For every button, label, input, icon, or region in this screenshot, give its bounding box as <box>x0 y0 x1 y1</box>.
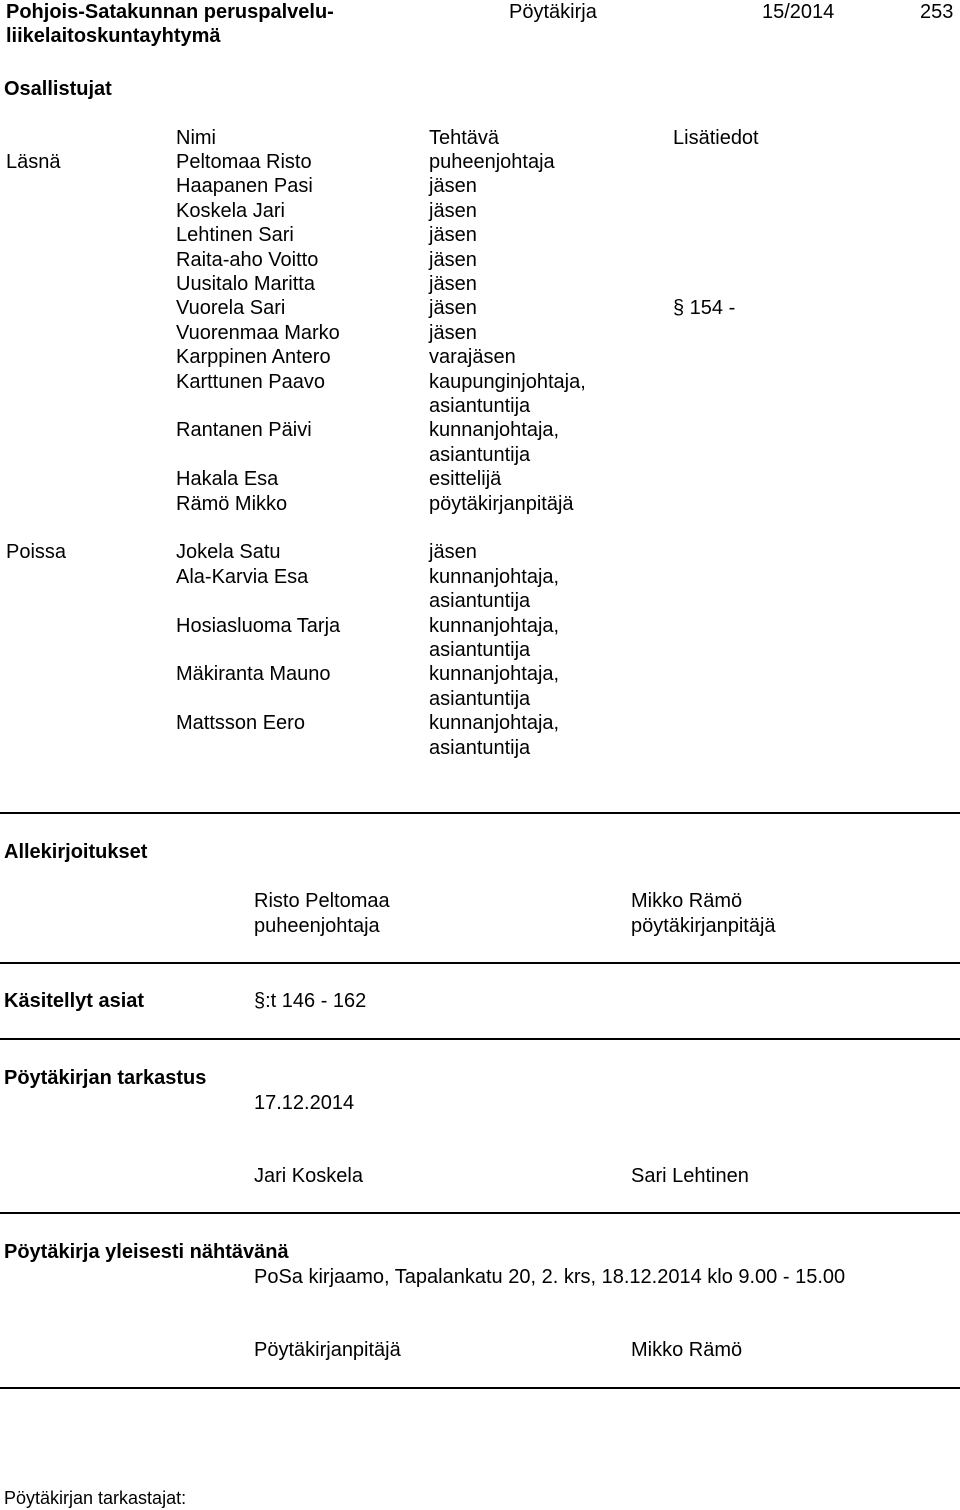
participant-name: Rämö Mikko <box>176 492 288 515</box>
section-divider <box>0 1387 960 1389</box>
organization-name-line1: Pohjois-Satakunnan peruspalvelu- <box>6 1 334 23</box>
participant-role: kunnanjohtaja, <box>429 419 560 442</box>
participant-role: jäsen <box>429 297 477 320</box>
participant-name: Raita-aho Voitto <box>176 248 319 271</box>
participant-row <box>0 589 960 613</box>
items-heading: Käsitellyt asiat <box>4 990 145 1012</box>
participant-name: Vuorenmaa Marko <box>176 321 340 344</box>
public-display-value: PoSa kirjaamo, Tapalankatu 20, 2. krs, 18.12.2014 klo 9.00 - 15.00 <box>254 1266 846 1288</box>
participant-row <box>0 516 960 540</box>
attendance-status: Läsnä <box>6 151 61 173</box>
participant-name: Mattsson Eero <box>176 712 305 735</box>
signature-right-name: Mikko Rämö <box>631 890 743 912</box>
participant-name: Jokela Satu <box>176 541 281 564</box>
participant-row <box>0 321 960 345</box>
page-number: 253 <box>920 1 954 23</box>
participant-name: Haapanen Pasi <box>176 175 313 198</box>
participant-role: esittelijä <box>429 468 502 491</box>
participant-row <box>0 223 960 247</box>
signature-right-role: pöytäkirjanpitäjä <box>631 915 776 937</box>
secretary-label: Pöytäkirjanpitäjä <box>254 1339 401 1361</box>
participant-role: kunnanjohtaja, <box>429 663 560 686</box>
document-number: 15/2014 <box>762 1 835 23</box>
participant-row <box>0 662 960 686</box>
participant-role: jäsen <box>429 541 477 564</box>
section-divider <box>0 812 960 814</box>
signature-left-name: Risto Peltomaa <box>254 890 390 912</box>
signature-left-role: puheenjohtaja <box>254 915 380 937</box>
participant-row <box>0 614 960 638</box>
participant-row <box>0 467 960 491</box>
participant-row <box>0 150 960 174</box>
participant-role: jäsen <box>429 224 477 247</box>
participants-heading: Osallistujat <box>4 78 112 100</box>
public-display-heading: Pöytäkirja yleisesti nähtävänä <box>4 1241 289 1263</box>
participant-role: kunnanjohtaja, <box>429 614 560 637</box>
participant-role: asiantuntija <box>429 687 531 710</box>
items-value: §:t 146 - 162 <box>254 990 367 1012</box>
attendance-status: Poissa <box>6 541 67 564</box>
participant-role: kunnanjohtaja, <box>429 712 560 735</box>
participant-name: Ala-Karvia Esa <box>176 565 309 588</box>
participant-role: jäsen <box>429 273 477 295</box>
organization-name-line2: liikelaitoskuntayhtymä <box>6 25 221 47</box>
participant-name: Lehtinen Sari <box>176 224 294 247</box>
participant-name: Peltomaa Risto <box>176 151 312 173</box>
participant-role: pöytäkirjanpitäjä <box>429 492 574 515</box>
participant-name: Mäkiranta Mauno <box>176 663 331 686</box>
participant-row <box>0 565 960 589</box>
participant-row <box>0 296 960 320</box>
participant-role: asiantuntija <box>429 395 531 417</box>
participant-row <box>0 272 960 296</box>
participant-role: puheenjohtaja <box>429 151 555 173</box>
participant-role: jäsen <box>429 175 477 198</box>
participant-role: jäsen <box>429 248 477 271</box>
participant-row <box>0 345 960 369</box>
section-divider <box>0 1212 960 1214</box>
participant-role: asiantuntija <box>429 443 531 466</box>
participant-name: Karppinen Antero <box>176 346 331 369</box>
signatures-heading: Allekirjoitukset <box>4 841 148 863</box>
participant-row <box>0 248 960 272</box>
participant-name: Hosiasluoma Tarja <box>176 614 341 637</box>
participant-row <box>0 418 960 442</box>
participant-name: Rantanen Päivi <box>176 419 312 442</box>
column-header-name: Nimi <box>176 127 216 149</box>
secretary-name: Mikko Rämö <box>631 1339 743 1361</box>
participant-row <box>0 736 960 760</box>
participant-role: varajäsen <box>429 346 516 369</box>
participant-role: asiantuntija <box>429 736 531 759</box>
participant-row <box>0 492 960 516</box>
participant-name: Koskela Jari <box>176 199 285 222</box>
participant-role: jäsen <box>429 321 477 344</box>
participant-name: Karttunen Paavo <box>176 370 325 393</box>
participant-row <box>0 687 960 711</box>
participant-row <box>0 443 960 467</box>
section-divider <box>0 962 960 964</box>
reviewer-left-name: Jari Koskela <box>254 1165 363 1187</box>
participant-extra-info: § 154 - <box>673 297 736 320</box>
document-type: Pöytäkirja <box>509 1 597 23</box>
section-divider <box>0 1038 960 1040</box>
participant-name: Vuorela Sari <box>176 297 286 320</box>
participant-row <box>0 540 960 564</box>
participant-role: kunnanjohtaja, <box>429 565 560 588</box>
participant-row <box>0 174 960 198</box>
review-heading: Pöytäkirjan tarkastus <box>4 1067 207 1089</box>
participant-row <box>0 370 960 394</box>
participant-row <box>0 711 960 735</box>
participant-role: asiantuntija <box>429 590 531 613</box>
participant-row <box>0 394 960 418</box>
participant-role: jäsen <box>429 199 477 222</box>
participant-row <box>0 638 960 662</box>
participant-role: asiantuntija <box>429 639 531 661</box>
participant-name: Uusitalo Maritta <box>176 273 315 295</box>
participant-name: Hakala Esa <box>176 468 279 491</box>
review-date: 17.12.2014 <box>254 1092 355 1114</box>
column-header-extra: Lisätiedot <box>673 127 759 149</box>
participant-row <box>0 199 960 223</box>
participant-role: kaupunginjohtaja, <box>429 370 586 393</box>
reviewers-label: Pöytäkirjan tarkastajat: <box>4 1488 187 1508</box>
column-header-role: Tehtävä <box>429 127 500 149</box>
reviewer-right-name: Sari Lehtinen <box>631 1165 749 1187</box>
